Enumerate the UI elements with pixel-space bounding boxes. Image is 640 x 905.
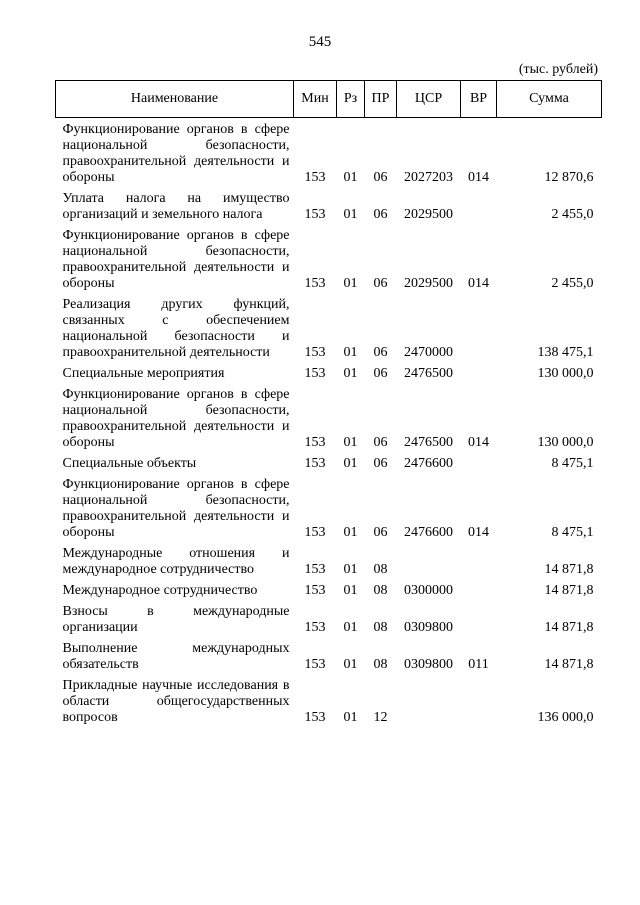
cell-csr bbox=[397, 673, 461, 726]
cell-csr: 0309800 bbox=[404, 657, 453, 672]
cell-min: 153 bbox=[304, 620, 326, 635]
page-number: 545 bbox=[308, 34, 332, 50]
cell-sum: 14 871,8 bbox=[544, 620, 594, 635]
cell-vr: 011 bbox=[468, 657, 489, 672]
cell-name: Международное сотрудничество bbox=[62, 583, 258, 598]
cell-vr bbox=[461, 541, 497, 578]
cell-csr: 0300000 bbox=[404, 583, 453, 598]
cell-name: Взносы в международные организации bbox=[62, 604, 290, 635]
units-label: (тыс. рублей) bbox=[518, 62, 598, 77]
cell-pr: 06 bbox=[373, 456, 388, 471]
cell-vr bbox=[461, 599, 497, 636]
header-csr: ЦСР bbox=[397, 81, 461, 118]
table-row bbox=[56, 118, 602, 187]
table-row bbox=[56, 382, 602, 451]
cell-sum: 130 000,0 bbox=[537, 366, 594, 381]
cell-rz: 01 bbox=[343, 583, 358, 598]
cell-min: 153 bbox=[304, 345, 326, 360]
cell-min: 153 bbox=[304, 525, 326, 540]
cell-min: 153 bbox=[304, 456, 326, 471]
cell-name: Специальные мероприятия bbox=[62, 366, 225, 381]
cell-vr: 014 bbox=[468, 170, 489, 185]
table-row bbox=[56, 673, 602, 726]
table-row bbox=[56, 223, 602, 292]
cell-sum: 12 870,6 bbox=[544, 170, 594, 185]
cell-sum: 130 000,0 bbox=[537, 435, 594, 450]
cell-name: Выполнение международных обязательств bbox=[62, 641, 290, 672]
header-name: Наименование bbox=[56, 81, 294, 118]
cell-rz: 01 bbox=[343, 525, 358, 540]
cell-pr: 06 bbox=[373, 170, 388, 185]
table-row bbox=[56, 361, 602, 382]
cell-sum: 138 475,1 bbox=[537, 345, 594, 360]
cell-name: Специальные объекты bbox=[62, 456, 197, 471]
cell-min: 153 bbox=[304, 562, 326, 577]
cell-vr bbox=[461, 186, 497, 223]
cell-sum: 2 455,0 bbox=[551, 207, 594, 222]
header-sum: Сумма bbox=[497, 81, 602, 118]
cell-name: Международные отношения и международное сотрудничество bbox=[62, 546, 290, 577]
table-row bbox=[56, 636, 602, 673]
cell-vr: 014 bbox=[468, 525, 489, 540]
cell-name: Функционирование органов в сфере национальной безопасности, правоохранительной деятельности и обороны bbox=[62, 477, 290, 540]
cell-csr: 2029500 bbox=[404, 207, 453, 222]
cell-sum: 8 475,1 bbox=[551, 456, 594, 471]
table-row bbox=[56, 578, 602, 599]
cell-min: 153 bbox=[304, 207, 326, 222]
table-row bbox=[56, 541, 602, 578]
cell-name: Уплата налога на имущество организаций и земельного налога bbox=[62, 191, 290, 222]
cell-pr: 06 bbox=[373, 525, 388, 540]
cell-csr: 2476600 bbox=[404, 456, 453, 471]
cell-min: 153 bbox=[304, 276, 326, 291]
cell-min: 153 bbox=[304, 435, 326, 450]
table-header-row bbox=[56, 81, 602, 118]
header-vr: ВР bbox=[461, 81, 497, 118]
cell-sum: 14 871,8 bbox=[544, 583, 594, 598]
cell-csr: 2476600 bbox=[404, 525, 453, 540]
cell-rz: 01 bbox=[343, 657, 358, 672]
cell-pr: 08 bbox=[373, 562, 388, 577]
table-row bbox=[56, 451, 602, 472]
cell-vr: 014 bbox=[468, 435, 489, 450]
cell-rz: 01 bbox=[343, 710, 358, 725]
cell-csr: 2476500 bbox=[404, 435, 453, 450]
cell-pr: 08 bbox=[373, 583, 388, 598]
cell-name: Прикладные научные исследования в области общегосударственных вопросов bbox=[62, 678, 290, 725]
cell-pr: 06 bbox=[373, 366, 388, 381]
cell-pr: 12 bbox=[373, 710, 388, 725]
cell-vr: 014 bbox=[468, 276, 489, 291]
cell-pr: 06 bbox=[373, 276, 388, 291]
table-row bbox=[56, 472, 602, 541]
table-row bbox=[56, 292, 602, 361]
cell-vr bbox=[461, 361, 497, 382]
cell-min: 153 bbox=[304, 170, 326, 185]
cell-csr: 2476500 bbox=[404, 366, 453, 381]
cell-pr: 08 bbox=[373, 657, 388, 672]
cell-pr: 06 bbox=[373, 207, 388, 222]
header-rz: Рз bbox=[337, 81, 365, 118]
cell-vr bbox=[461, 673, 497, 726]
cell-vr bbox=[461, 292, 497, 361]
cell-name: Функционирование органов в сфере национальной безопасности, правоохранительной деятельности и обороны bbox=[62, 387, 290, 450]
cell-vr bbox=[461, 451, 497, 472]
cell-rz: 01 bbox=[343, 207, 358, 222]
header-pr: ПР bbox=[365, 81, 397, 118]
cell-csr: 2470000 bbox=[404, 345, 453, 360]
cell-min: 153 bbox=[304, 710, 326, 725]
cell-min: 153 bbox=[304, 657, 326, 672]
cell-csr bbox=[397, 541, 461, 578]
cell-rz: 01 bbox=[343, 170, 358, 185]
cell-csr: 2029500 bbox=[404, 276, 453, 291]
cell-rz: 01 bbox=[343, 620, 358, 635]
cell-min: 153 bbox=[304, 583, 326, 598]
budget-table bbox=[55, 80, 602, 726]
cell-vr bbox=[461, 578, 497, 599]
cell-sum: 136 000,0 bbox=[537, 710, 594, 725]
table-row bbox=[56, 599, 602, 636]
cell-csr: 2027203 bbox=[404, 170, 453, 185]
cell-sum: 14 871,8 bbox=[544, 657, 594, 672]
cell-rz: 01 bbox=[343, 345, 358, 360]
cell-pr: 08 bbox=[373, 620, 388, 635]
cell-name: Функционирование органов в сфере национальной безопасности, правоохранительной деятельности и обороны bbox=[62, 228, 290, 291]
cell-name: Реализация других функций, связанных с обеспечением национальной безопасности и правоохранительной деятельности bbox=[62, 297, 290, 360]
header-min: Мин bbox=[294, 81, 337, 118]
cell-pr: 06 bbox=[373, 345, 388, 360]
cell-rz: 01 bbox=[343, 276, 358, 291]
cell-csr: 0309800 bbox=[404, 620, 453, 635]
cell-rz: 01 bbox=[343, 562, 358, 577]
cell-pr: 06 bbox=[373, 435, 388, 450]
cell-sum: 2 455,0 bbox=[551, 276, 594, 291]
table-row bbox=[56, 186, 602, 223]
cell-sum: 8 475,1 bbox=[551, 525, 594, 540]
cell-rz: 01 bbox=[343, 366, 358, 381]
cell-sum: 14 871,8 bbox=[544, 562, 594, 577]
cell-name: Функционирование органов в сфере национальной безопасности, правоохранительной деятельности и обороны bbox=[62, 122, 290, 185]
cell-rz: 01 bbox=[343, 456, 358, 471]
cell-rz: 01 bbox=[343, 435, 358, 450]
cell-min: 153 bbox=[304, 366, 326, 381]
